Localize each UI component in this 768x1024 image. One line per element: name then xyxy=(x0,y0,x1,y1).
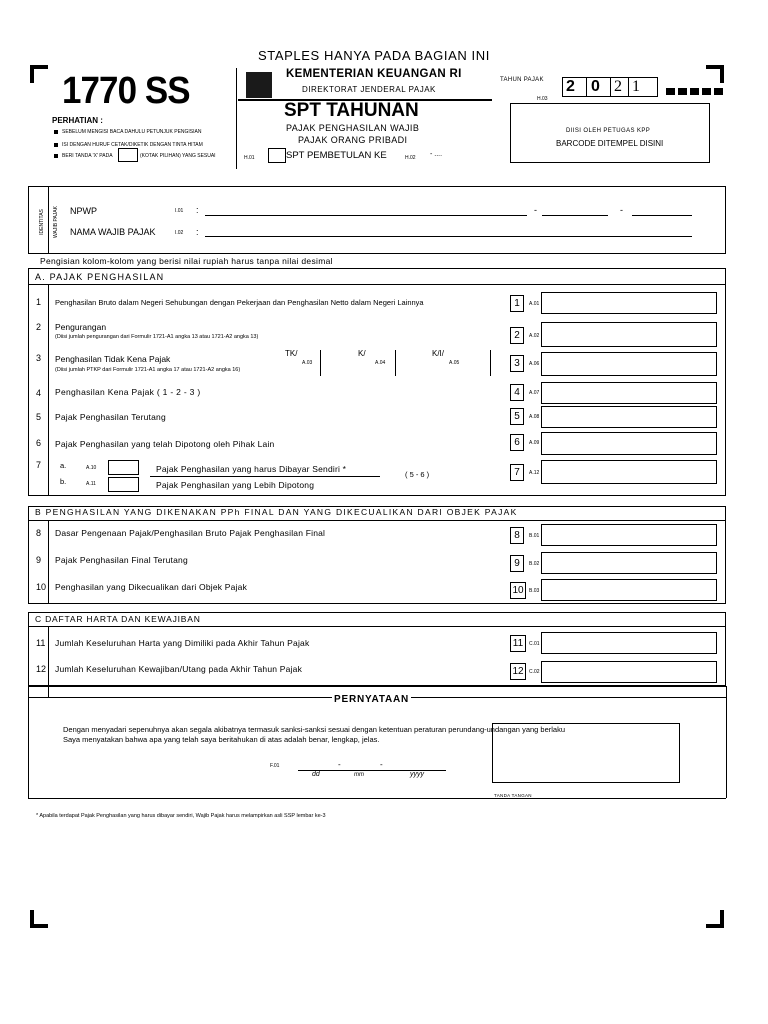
row-12-label: Jumlah Keseluruhan Kewajiban/Utang pada Akhir Tahun Pajak xyxy=(55,664,303,674)
corner-mark-top-left xyxy=(30,65,48,83)
row-2-sub: (Diisi jumlah pengurangan dari Formulir 1721-A1 angka 13 atau 1721-A2 angka 13) xyxy=(55,334,259,340)
row-2-code: A.02 xyxy=(529,333,540,339)
row-10-value[interactable] xyxy=(541,579,717,601)
row-12-value[interactable] xyxy=(541,661,717,683)
petugas-note: DIISI OLEH PETUGAS KPP xyxy=(566,128,651,134)
row-4-number: 4 xyxy=(36,388,42,398)
year-divider xyxy=(610,77,611,97)
row-6-box: 6 xyxy=(510,434,524,451)
row-2-label: Pengurangan xyxy=(55,322,107,332)
perhatian-item-3: BERI TANDA 'X' PADA xyxy=(62,153,113,159)
row-2-box: 2 xyxy=(510,327,524,344)
row-10-code: B.03 xyxy=(529,588,540,594)
identitas-side-label-1: IDENTITAS xyxy=(39,209,45,235)
date-dash-2: - xyxy=(380,760,383,769)
row-8-label: Dasar Pengenaan Pajak/Penghasilan Bruto Pajak Penghasilan Final xyxy=(55,528,326,538)
row-3-number: 3 xyxy=(36,353,42,363)
pernyataan-left-border xyxy=(28,686,29,798)
section-c-title: C DAFTAR HARTA DAN KEWAJIBAN xyxy=(35,614,201,624)
row-3-label: Penghasilan Tidak Kena Pajak xyxy=(55,354,171,364)
h03-code: H.03 xyxy=(537,96,548,102)
tracking-marks xyxy=(666,88,726,95)
row-7-box: 7 xyxy=(510,464,524,481)
row-1-number: 1 xyxy=(36,297,42,307)
footnote: * Apabila terdapat Pajak Penghasilan yang harus dibayar sendiri, Wajib Pajak harus melampirkan asli SSP lembar ke-3 xyxy=(36,813,326,819)
section-b-divider xyxy=(48,520,49,604)
corner-mark-bottom-right xyxy=(706,910,724,928)
row-4-code: A.07 xyxy=(529,390,540,396)
tahun-pajak-label: TAHUN PAJAK xyxy=(500,77,544,83)
section-a-divider xyxy=(48,284,49,496)
row-7b-text: Pajak Penghasilan yang Lebih Dipotong xyxy=(156,480,315,490)
date-yyyy: yyyy xyxy=(410,771,424,778)
row-6-code: A.09 xyxy=(529,440,540,446)
signature-box[interactable] xyxy=(492,723,680,783)
row-2-number: 2 xyxy=(36,322,42,332)
row-11-code: C.01 xyxy=(529,641,540,647)
row-9-value[interactable] xyxy=(541,552,717,574)
year-digit-4: 1 xyxy=(632,78,640,95)
ministry-logo xyxy=(246,72,272,98)
ptkp-ki-code: A.05 xyxy=(449,360,460,366)
row-6-value[interactable] xyxy=(541,432,717,455)
row-5-label: Pajak Penghasilan Terutang xyxy=(55,412,166,422)
row-7b-label: b. xyxy=(60,477,67,486)
row-3-sub: (Diisi jumlah PTKP dari Formulir 1721-A1 angka 17 atau 1721-A2 angka 16) xyxy=(55,367,241,373)
npwp-input-line[interactable] xyxy=(205,215,527,216)
pernyataan-divider xyxy=(48,686,49,697)
row-5-value[interactable] xyxy=(541,406,717,428)
h02-code: H.02 xyxy=(405,155,416,161)
row-5-box: 5 xyxy=(510,408,524,425)
row-12-code: C.02 xyxy=(529,669,540,675)
f01-code: F.01 xyxy=(270,763,280,769)
pernyataan-title: PERNYATAAN xyxy=(334,694,410,705)
example-checkbox xyxy=(118,148,138,162)
row-1-label: Penghasilan Bruto dalam Negeri Sehubungan dengan Pekerjaan dan Penghasilan Netto dalam Negeri Lainnya xyxy=(55,298,424,307)
ptkp-k-code: A.04 xyxy=(375,360,386,366)
section-a-header-rule xyxy=(28,284,726,285)
npwp-input-line-3[interactable] xyxy=(632,215,692,216)
year-digit-2: 0 xyxy=(591,78,600,95)
pernyataan-top-rule xyxy=(28,686,726,687)
row-3-code: A.06 xyxy=(529,361,540,367)
section-b-header-rule xyxy=(28,520,726,521)
row-7-rule xyxy=(150,476,380,477)
row-9-code: B.02 xyxy=(529,561,540,567)
row-1-code: A.01 xyxy=(529,301,540,307)
date-dd: dd xyxy=(312,771,320,778)
date-mm: mm xyxy=(354,772,364,778)
form-code: 1770 SS xyxy=(62,70,190,112)
nama-label: NAMA WAJIB PAJAK xyxy=(70,227,156,237)
ptkp-k-label: K/ xyxy=(358,349,366,358)
row-11-number: 11 xyxy=(36,638,46,648)
subtitle-2: PAJAK ORANG PRIBADI xyxy=(298,135,408,145)
ptkp-tk-field[interactable] xyxy=(320,350,321,376)
year-divider xyxy=(628,77,629,97)
row-7a-text: Pajak Penghasilan yang harus Dibayar Sendiri * xyxy=(156,464,347,474)
nama-input-line[interactable] xyxy=(205,236,692,237)
row-7b-checkbox[interactable] xyxy=(108,477,139,492)
h01-code: H.01 xyxy=(244,155,255,161)
staples-note: STAPLES HANYA PADA BAGIAN INI xyxy=(258,48,490,63)
year-divider xyxy=(586,77,587,97)
row-9-label: Pajak Penghasilan Final Terutang xyxy=(55,555,188,565)
npwp-label: NPWP xyxy=(70,206,97,216)
row-7-code: A.12 xyxy=(529,470,540,476)
ministry-name: KEMENTERIAN KEUANGAN RI xyxy=(286,68,462,80)
row-11-value[interactable] xyxy=(541,632,717,654)
note-rupiah: Pengisian kolom-kolom yang berisi nilai rupiah harus tanpa nilai desimal xyxy=(40,256,333,266)
row-7-formula: ( 5 - 6 ) xyxy=(405,470,430,479)
npwp-separator: : xyxy=(196,205,199,215)
row-11-label: Jumlah Keseluruhan Harta yang Dimiliki pada Akhir Tahun Pajak xyxy=(55,638,310,648)
row-7-number: 7 xyxy=(36,460,42,470)
ptkp-tk-code: A.03 xyxy=(302,360,313,366)
row-10-label: Penghasilan yang Dikecualikan dari Objek Pajak xyxy=(55,582,248,592)
corner-mark-bottom-left xyxy=(30,910,48,928)
npwp-code: I.01 xyxy=(175,208,184,214)
row-9-box: 9 xyxy=(510,555,524,572)
perhatian-item-2: ISI DENGAN HURUF CETAK/DIKETIK DENGAN TINTA HITAM xyxy=(62,142,203,148)
perhatian-kotak-pilihan: (KOTAK PILIHAN) YANG SESUAI xyxy=(140,153,216,159)
row-7a-code: A.10 xyxy=(86,465,97,471)
year-digit-1: 2 xyxy=(566,78,575,95)
row-6-number: 6 xyxy=(36,438,42,448)
subtitle-1: PAJAK PENGHASILAN WAJIB xyxy=(286,123,420,133)
perhatian-item-1: SEBELUM MENGISI BACA DAHULU PETUNJUK PENGISIAN xyxy=(62,129,202,135)
spt-title: SPT TAHUNAN xyxy=(284,100,419,121)
identitas-divider xyxy=(48,186,49,254)
row-1-value[interactable] xyxy=(541,292,717,314)
row-4-label: Penghasilan Kena Pajak ( 1 - 2 - 3 ) xyxy=(55,387,201,397)
date-dash-1: - xyxy=(338,760,341,769)
row-9-number: 9 xyxy=(36,555,42,565)
corner-mark-top-right xyxy=(706,65,724,83)
row-2-value[interactable] xyxy=(541,322,717,347)
row-3-box: 3 xyxy=(510,355,524,372)
row-12-box: 12 xyxy=(510,663,526,680)
row-7a-checkbox[interactable] xyxy=(108,460,139,475)
directorate-name: DIREKTORAT JENDERAL PAJAK xyxy=(302,85,436,94)
npwp-dash-2: - xyxy=(620,205,623,215)
bullet-icon xyxy=(54,143,58,147)
pembetulan-label: SPT PEMBETULAN KE xyxy=(286,150,387,161)
row-5-code: A.08 xyxy=(529,414,540,420)
row-7a-label: a. xyxy=(60,461,67,470)
row-1-box: 1 xyxy=(510,295,524,312)
row-5-number: 5 xyxy=(36,412,42,422)
bullet-icon xyxy=(54,154,58,158)
identitas-side-label-2: WAJIB PAJAK xyxy=(53,206,59,238)
row-8-number: 8 xyxy=(36,528,42,538)
pembetulan-checkbox[interactable] xyxy=(268,148,286,163)
row-7b-code: A.11 xyxy=(86,481,96,487)
row-3-value[interactable] xyxy=(541,352,717,376)
bullet-icon xyxy=(54,130,58,134)
nama-separator: : xyxy=(196,227,199,237)
row-10-box: 10 xyxy=(510,582,526,599)
section-c-header-rule xyxy=(28,626,726,627)
header-divider-left xyxy=(236,68,237,169)
tanda-tangan-label: TANDA TANGAN xyxy=(494,793,532,798)
npwp-dash-1: - xyxy=(534,205,537,215)
section-b-title: B PENGHASILAN YANG DIKENAKAN PPh FINAL DAN YANG DIKECUALIKAN DARI OBJEK PAJAK xyxy=(35,507,518,517)
row-8-value[interactable] xyxy=(541,524,717,546)
npwp-input-line-2[interactable] xyxy=(542,215,608,216)
row-8-box: 8 xyxy=(510,527,524,544)
pembetulan-value[interactable]: - .... xyxy=(430,151,443,158)
row-12-number: 12 xyxy=(36,664,47,674)
row-6-label: Pajak Penghasilan yang telah Dipotong oleh Pihak Lain xyxy=(55,439,275,449)
ptkp-tk-label: TK/ xyxy=(285,349,298,358)
year-digit-3: 2 xyxy=(614,78,622,95)
row-4-box: 4 xyxy=(510,384,524,401)
row-8-code: B.01 xyxy=(529,533,540,539)
pernyataan-line-2: Saya menyatakan bahwa apa yang telah saya beritahukan di atas adalah benar, lengkap, jelas. xyxy=(63,735,380,744)
perhatian-title: PERHATIAN : xyxy=(52,116,103,125)
row-7-value[interactable] xyxy=(541,460,717,484)
pernyataan-right-border xyxy=(726,686,727,798)
row-4-value[interactable] xyxy=(541,382,717,404)
ptkp-ki-label: K/I/ xyxy=(432,349,445,358)
section-a-title: A. PAJAK PENGHASILAN xyxy=(35,272,165,282)
identitas-section xyxy=(28,186,726,254)
barcode-note: BARCODE DITEMPEL DISINI xyxy=(556,139,664,148)
pernyataan-line-1: Dengan menyadari sepenuhnya akan segala akibatnya termasuk sanksi-sanksi sesuai dengan ketentuan peraturan perundang-undangan yang berlaku xyxy=(63,725,566,734)
row-11-box: 11 xyxy=(510,635,526,652)
ptkp-k-field[interactable] xyxy=(395,350,396,376)
row-10-number: 10 xyxy=(36,582,47,592)
ptkp-ki-field[interactable] xyxy=(490,350,491,376)
pernyataan-bottom-rule xyxy=(28,798,726,799)
nama-code: I.02 xyxy=(175,230,184,236)
